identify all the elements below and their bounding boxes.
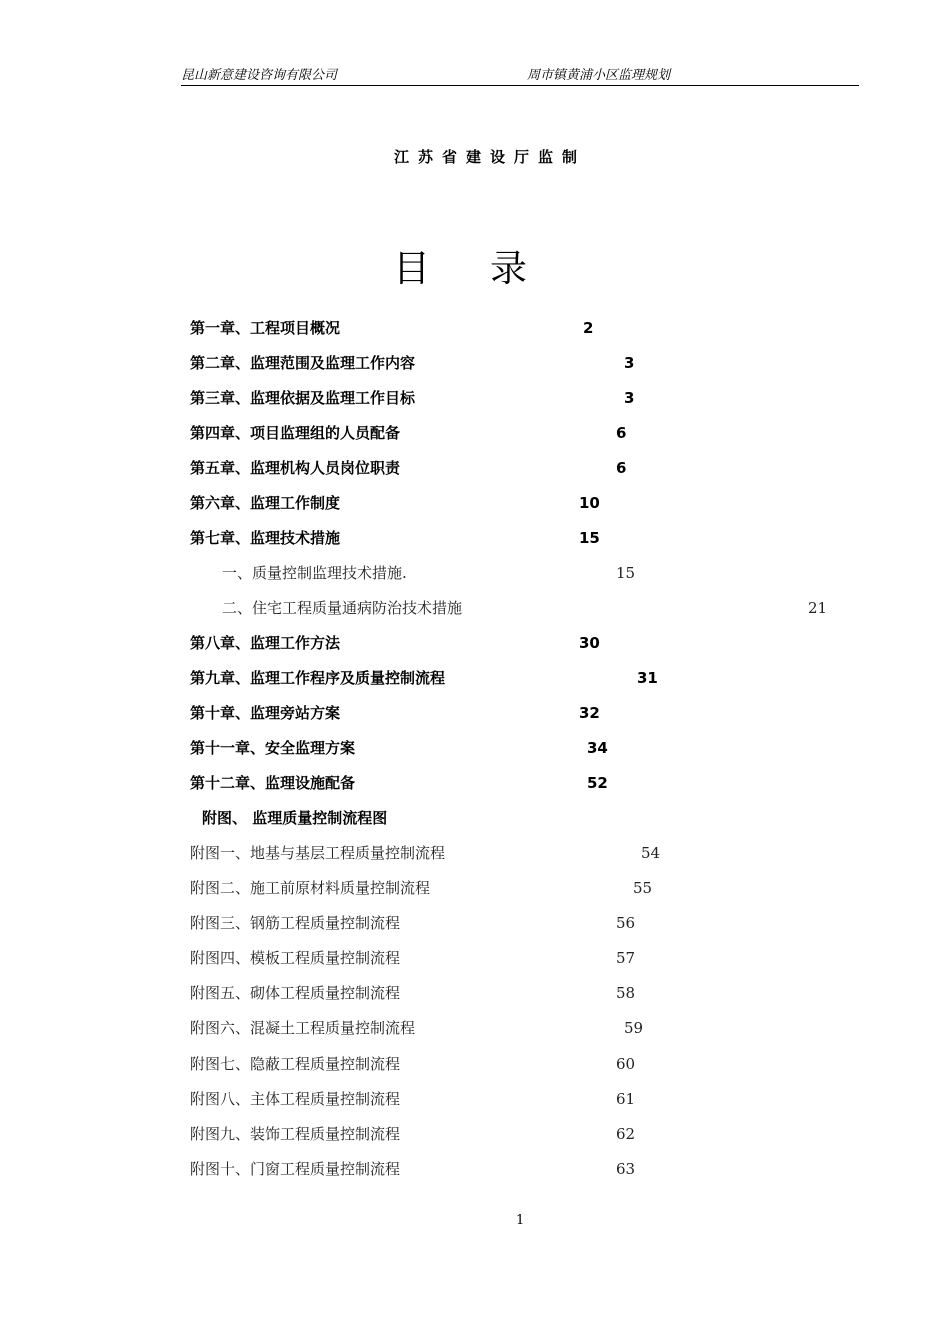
- toc-entry-label: 第二章、监理范围及监理工作内容: [190, 354, 416, 372]
- page-number: 1: [516, 1213, 525, 1228]
- toc-entry-label: 附图五、砌体工程质量控制流程: [190, 984, 401, 1002]
- toc-entry-appendix-6[interactable]: [0, 1016, 950, 1040]
- toc-title-char-2: 录: [490, 247, 527, 290]
- toc-title: [393, 248, 527, 290]
- toc-entry-page: 3: [624, 389, 635, 407]
- toc-entry-chapter-10[interactable]: [0, 701, 950, 725]
- toc-entry-label: 附图二、施工前原材料质量控制流程: [190, 879, 431, 897]
- toc-entry-label: 第九章、监理工作程序及质量控制流程: [190, 669, 446, 687]
- toc-entry-chapter-3[interactable]: [0, 386, 950, 410]
- toc-entry-chapter-8[interactable]: [0, 631, 950, 655]
- toc-entry-label: 二、住宅工程质量通病防治技术措施: [222, 599, 463, 617]
- issuing-authority: 江苏省建设厅监制: [393, 148, 586, 166]
- toc-entry-appendix-8[interactable]: [0, 1087, 950, 1111]
- toc-entry-label: 第三章、监理依据及监理工作目标: [190, 389, 416, 407]
- toc-entry-page: 34: [587, 739, 608, 757]
- header-rule: [181, 85, 859, 86]
- toc-entry-appendix-5[interactable]: [0, 981, 950, 1005]
- toc-entry-page: 61: [616, 1090, 636, 1108]
- header-document-title: 周市镇黄浦小区监理规划: [527, 68, 671, 83]
- toc-entry-chapter-2[interactable]: [0, 351, 950, 375]
- toc-entry-chapter-9[interactable]: [0, 666, 950, 690]
- toc-entry-page: 62: [616, 1125, 636, 1143]
- toc-entry-page: 6: [616, 459, 627, 477]
- toc-entry-appendix-heading[interactable]: [0, 806, 950, 830]
- toc-entry-label: 附图九、装饰工程质量控制流程: [190, 1125, 401, 1143]
- toc-entry-label: 第六章、监理工作制度: [190, 494, 341, 512]
- toc-entry-page: 55: [633, 879, 653, 897]
- toc-entry-appendix-2[interactable]: [0, 876, 950, 900]
- toc-entry-chapter-11[interactable]: [0, 736, 950, 760]
- toc-entry-label: 第十章、监理旁站方案: [190, 704, 341, 722]
- toc-entry-label: 附图六、混凝土工程质量控制流程: [190, 1019, 416, 1037]
- toc-entry-appendix-7[interactable]: [0, 1052, 950, 1076]
- toc-entry-page: 3: [624, 354, 635, 372]
- toc-entry-page: 21: [808, 599, 828, 617]
- toc-entry-page: 58: [616, 984, 636, 1002]
- toc-entry-label: 附图四、模板工程质量控制流程: [190, 949, 401, 967]
- toc-entry-section-7-2[interactable]: [0, 596, 950, 620]
- toc-entry-label: 第七章、监理技术措施: [190, 529, 341, 547]
- toc-entry-page: 15: [616, 564, 636, 582]
- toc-entry-page: 60: [616, 1055, 636, 1073]
- toc-entry-page: 2: [583, 319, 594, 337]
- toc-entry-page: 57: [616, 949, 636, 967]
- toc-entry-appendix-10[interactable]: [0, 1157, 950, 1181]
- toc-entry-page: 52: [587, 774, 608, 792]
- toc-entry-page: 63: [616, 1160, 636, 1178]
- header-company: 昆山新意建设咨询有限公司: [181, 68, 338, 83]
- toc-title-char-1: 目: [393, 247, 430, 290]
- toc-entry-label: 附图、 监理质量控制流程图: [202, 809, 388, 827]
- toc-entry-chapter-7[interactable]: [0, 526, 950, 550]
- toc-entry-label: 第一章、工程项目概况: [190, 319, 341, 337]
- toc-entry-page: 6: [616, 424, 627, 442]
- toc-entry-label: 第四章、项目监理组的人员配备: [190, 424, 401, 442]
- toc-entry-chapter-6[interactable]: [0, 491, 950, 515]
- toc-entry-label: 第十二章、监理设施配备: [190, 774, 356, 792]
- toc-entry-page: 56: [616, 914, 636, 932]
- toc-entry-chapter-4[interactable]: [0, 421, 950, 445]
- toc-entry-label: 一、质量控制监理技术措施.: [222, 564, 407, 582]
- toc-entry-chapter-12[interactable]: [0, 771, 950, 795]
- toc-entry-label: 附图三、钢筋工程质量控制流程: [190, 914, 401, 932]
- toc-entry-appendix-3[interactable]: [0, 911, 950, 935]
- toc-entry-page: 10: [579, 494, 600, 512]
- toc-entry-page: 30: [579, 634, 600, 652]
- toc-entry-label: 附图一、地基与基层工程质量控制流程: [190, 844, 446, 862]
- toc-entry-appendix-1[interactable]: [0, 841, 950, 865]
- toc-entry-label: 附图八、主体工程质量控制流程: [190, 1090, 401, 1108]
- toc-entry-appendix-9[interactable]: [0, 1122, 950, 1146]
- toc-entry-page: 59: [624, 1019, 644, 1037]
- toc-entry-label: 第八章、监理工作方法: [190, 634, 341, 652]
- toc-entry-page: 54: [641, 844, 661, 862]
- toc-entry-label: 附图七、隐蔽工程质量控制流程: [190, 1055, 401, 1073]
- toc-entry-page: 31: [637, 669, 658, 687]
- toc-entry-page: 15: [579, 529, 600, 547]
- toc-entry-label: 附图十、门窗工程质量控制流程: [190, 1160, 401, 1178]
- toc-entry-label: 第十一章、安全监理方案: [190, 739, 356, 757]
- toc-entry-chapter-1[interactable]: [0, 316, 950, 340]
- toc-entry-section-7-1[interactable]: [0, 561, 950, 585]
- toc-entry-chapter-5[interactable]: [0, 456, 950, 480]
- toc-entry-page: 32: [579, 704, 600, 722]
- toc-entry-label: 第五章、监理机构人员岗位职责: [190, 459, 401, 477]
- toc-entry-appendix-4[interactable]: [0, 946, 950, 970]
